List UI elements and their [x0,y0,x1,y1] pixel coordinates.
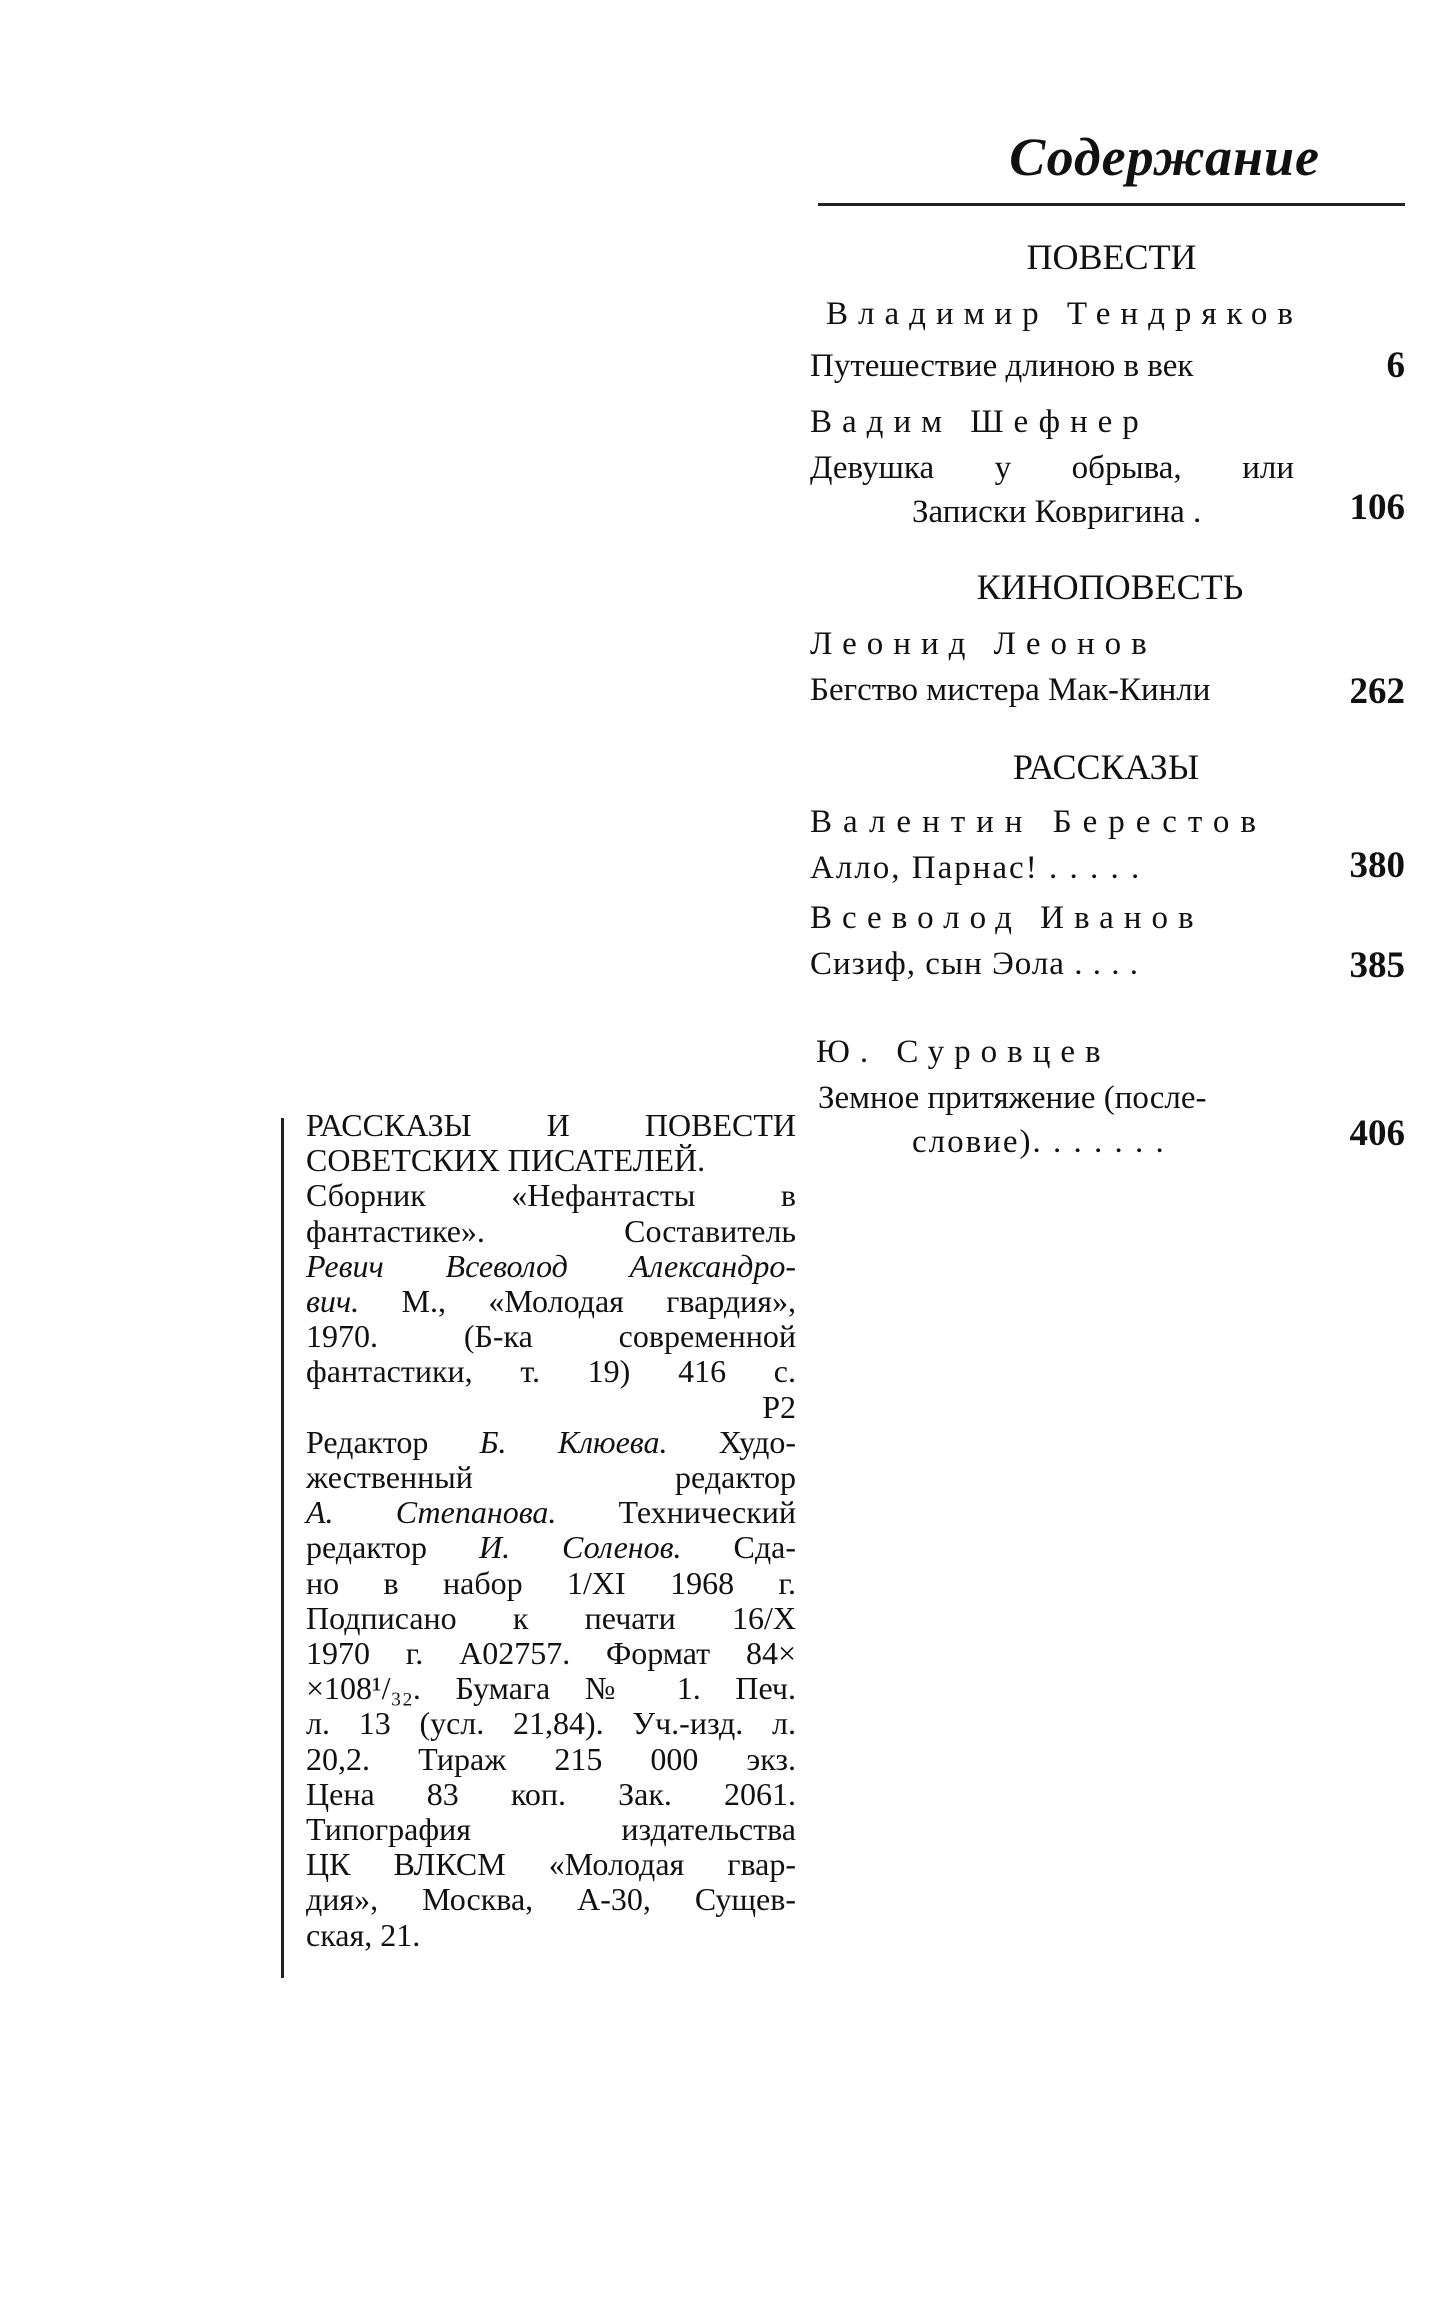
contents-title: Содержание [1009,127,1320,187]
imprint-line: жественный редактор [306,1459,796,1496]
toc-page-number: 262 [1349,671,1405,712]
section-heading-kinopovest: КИНОПОВЕСТЬ [976,567,1244,607]
toc-entry-title[interactable]: Путешествие длиною в век [810,348,1194,384]
toc-author: Вадим Шефнер [810,404,1149,440]
toc-author: Всеволод Иванов [810,900,1204,936]
contents-divider [818,203,1405,206]
toc-entry-title[interactable]: Девушка у обрыва, или [810,450,1294,486]
toc-entry-title-continued[interactable]: Записки Ковригина . [912,494,1202,530]
imprint-line: Цена 83 коп. Зак. 2061. [306,1775,796,1812]
imprint-line: 20,2. Тираж 215 000 экз. [306,1740,796,1777]
imprint-block [306,1108,796,1953]
section-heading-povesti: ПОВЕСТИ [1026,237,1197,277]
toc-page-number: 385 [1349,945,1405,986]
imprint-line: Типография издательства [306,1811,796,1848]
toc-page-number: 406 [1349,1113,1405,1154]
imprint-line: редактор И. Соленов. Сда- [306,1529,797,1566]
imprint-line: СОВЕТСКИХ ПИСАТЕЛЕЙ. [306,1142,706,1179]
toc-author: Валентин Берестов [810,804,1267,840]
toc-entry-title-continued[interactable]: словие). . . . . . . [912,1124,1166,1160]
toc-author: Ю. Суровцев [816,1034,1111,1070]
imprint-classification: Р2 [762,1388,796,1425]
imprint-line: фантастики, т. 19) 416 с. [306,1353,796,1390]
imprint-line: Подписано к печати 16/X [306,1599,796,1636]
toc-entry-title[interactable]: Сизиф, сын Эола . . . . [810,946,1139,982]
toc-entry-title[interactable]: Алло, Парнас! . . . . . [810,850,1142,886]
imprint-line: Редактор Б. Клюева. Худо- [306,1423,796,1460]
imprint-line: Сборник «Нефантасты в [306,1177,796,1214]
toc-page-number: 106 [1349,487,1405,528]
section-heading-rasskazy: РАССКАЗЫ [1012,747,1200,787]
imprint-line: ×108¹/₃₂. Бумага № 1. Печ. [306,1670,796,1707]
toc-author: Владимир Тендряков [826,296,1303,332]
imprint-margin-bar [281,1118,284,1978]
imprint-line: А. Степанова. Технический [306,1494,796,1531]
toc-page-number: 6 [1386,345,1405,386]
imprint-line: но в набор 1/XI 1968 г. [306,1564,796,1601]
imprint-line: дия», Москва, А-30, Сущев- [306,1881,796,1918]
imprint-line: 1970. (Б-ка современной [306,1318,796,1355]
imprint-line: Ревич Всеволод Александро- [306,1247,796,1284]
imprint-line: 1970 г. А02757. Формат 84× [306,1635,796,1672]
toc-author: Леонид Леонов [810,626,1157,662]
toc-page-number: 380 [1349,845,1405,886]
imprint-line: РАССКАЗЫ И ПОВЕСТИ [306,1107,796,1143]
toc-entry-title[interactable]: Бегство мистера Мак-Кинли [810,672,1211,708]
imprint-line: вич. М., «Молодая гвардия», [306,1283,796,1320]
imprint-line: ская, 21. [306,1916,421,1953]
imprint-line: л. 13 (усл. 21,84). Уч.-изд. л. [306,1705,796,1742]
imprint-line: фантастике». Составитель [306,1212,796,1249]
toc-entry-title[interactable]: Земное притяжение (после- [818,1080,1207,1116]
imprint-line: ЦК ВЛКСМ «Молодая гвар- [306,1846,796,1883]
